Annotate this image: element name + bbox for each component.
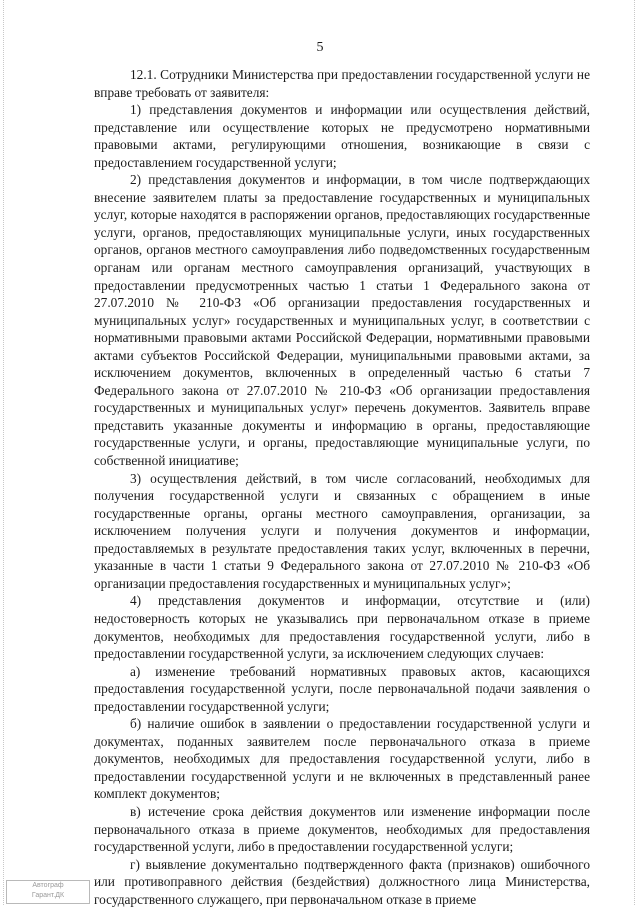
paragraph-item-4: 4) представления документов и информации, отсутствие и (или) недостоверность которых не указывались при первоначальном отказе в приеме документов, необходимых для предоставления государственной услуги, либо в предоставлении государственной услуги, за исключением следующих случаев: xyxy=(94,593,590,662)
paragraph-item-v: в) истечение срока действия документов или изменение информации после первоначального отказа в приеме документов, необходимых для предоставления государственной услуги, либо в предоставлении государственной услуги; xyxy=(94,803,590,855)
right-margin-line xyxy=(634,0,636,905)
paragraph-item-b: б) наличие ошибок в заявлении о предоставлении государственной услуги и документах, поданных заявителем после первоначального отказа в приеме документов, необходимых для предоставления государственной услуги, либо в предоставлении государственной услуги и не включенных в представленный ранее комплект документов; xyxy=(94,716,590,802)
document-body xyxy=(94,66,590,908)
stamp-line-1: Автограф xyxy=(32,882,64,889)
page-number: 5 xyxy=(316,40,324,55)
paragraph-item-3: 3) осуществления действий, в том числе согласований, необходимых для получения государственной услуги и связанных с обращением в иные государственные органы, органы местного самоуправления, организации, за исключением получения услуги и получения документов и информации, предоставляемых в результате предоставления таких услуг, включенных в перечни, указанные в части 1 статьи 9 Федерального закона от 27.07.2010 № 210-ФЗ «Об организации предоставления государственных и муниципальных услуг»; xyxy=(94,470,590,591)
paragraph-12-1: 12.1. Сотрудники Министерства при предоставлении государственной услуги не вправе требовать от заявителя: xyxy=(94,67,590,100)
paragraph-item-2: 2) представления документов и информации, в том числе подтверждающих внесение заявителем платы за предоставление государственных и муниципальных услуг, которые находятся в распоряжении органов, предоставляющих государственные услуги, органов, предоставляющих муниципальные услуги, иных государственных органов, органов местного самоуправления либо подведомственных государственным органам или органам местного самоуправления организаций, участвующих в предоставлении предусмотренных частью 1 статьи 1 Федерального закона от 27.07.2010 № 210-ФЗ «Об организации предоставления государственных и муниципальных услуг» государственных и муниципальных услуг, в соответствии с нормативными правовыми актами Российской Федерации, нормативными правовыми актами субъектов Российской Федерации, муниципальными правовыми актами, за исключением документов, включенных в определенный частью 6 статьи 7 Федерального закона от 27.07.2010 № 210-ФЗ «Об организации предоставления государственных и муниципальных услуг» перечень документов. Заявитель вправе представить указанные документы и информацию в органы, предоставляющие государственные услуги, и органы, предоставляющие муниципальные услуги, по собственной инициативе; xyxy=(94,172,590,469)
left-margin-line xyxy=(3,0,5,905)
stamp-line-2: Гарант.ДК xyxy=(31,892,65,899)
paragraph-item-a: а) изменение требований нормативных правовых актов, касающихся предоставления государственной услуги, после первоначальной подачи заявления о предоставлении государственной услуги; xyxy=(94,663,590,714)
corner-stamp xyxy=(6,880,90,904)
paragraph-item-g: г) выявление документально подтвержденного факта (признаков) ошибочного или противоправного действия (бездействия) должностного лица Министерства, государственного служащего, при первоначальном отказе в приеме xyxy=(94,856,590,907)
paragraph-item-1: 1) представления документов и информации или осуществления действий, представление или осуществление которых не предусмотрено нормативными правовыми актами, регулирующими отношения, возникающие в связи с предоставлением государственной услуги; xyxy=(94,102,590,170)
